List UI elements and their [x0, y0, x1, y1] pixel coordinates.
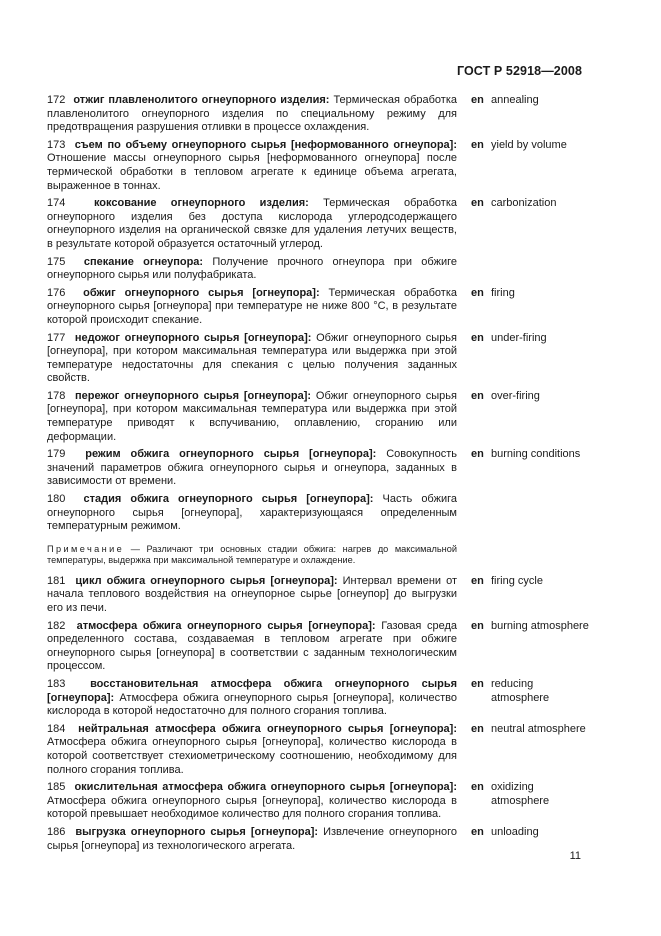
term-entry-175 — [47, 256, 593, 283]
english-equivalent: oxidizing atmosphere — [491, 781, 550, 807]
term-title: пережог огнеупорного сырья [огнеупора]: — [75, 389, 312, 402]
term-definition: Термическая обработка огнеупорного изделия без доступа кислорода углеродсодержащего огнеупорного изделия на органической связке для удаления летучих веществ, в результате которой образуется остаточный углерод. — [47, 197, 457, 250]
term-definition: Термическая обработка плавленолитого огнеупорного изделия по специальному режиму для предотвращения разрушения отливки в процессе охлаждения. — [47, 94, 457, 134]
language-code: en — [471, 825, 484, 838]
term-definition: Совокупность значений параметров обжига огнеупорного сырья и огнеупора, заданных в зависимости от времени. — [47, 448, 457, 488]
term-definition: Атмосфера обжига огнеупорного сырья [огнеупора], количество кислорода в которой превышает необходимое количество для полного сгорания топлива. — [47, 794, 457, 821]
term-title: недожог огнеупорного сырья [огнеупора]: — [74, 331, 312, 344]
english-equivalent: burning atmosphere — [491, 619, 589, 632]
term-definition: Обжиг огнеупорного сырья [огнеупора], при котором максимальная температура или выдержка при этой температуре недостаточны для спекания с целью получения заданных свойств. — [47, 331, 457, 385]
english-equivalent: reducing atmosphere — [491, 677, 550, 704]
term-definition: Термическая обработка огнеупорного сырья [огнеупора] при температуре не ниже 800 °C, в результате которой происходит спекание. — [47, 286, 458, 326]
term-number: 184 — [47, 722, 66, 735]
term-number: 177 — [47, 331, 66, 344]
language-code — [471, 493, 491, 534]
term-title: обжиг огнеупорного сырья [огнеупора]: — [83, 286, 320, 299]
term-title: окислительная атмосфера обжига огнеупорного сырья [огнеупора]: — [74, 781, 457, 794]
term-definition: Часть обжига огнеупорного сырья [огнеупора], характеризующаяся определенным температурным режимом. — [47, 493, 457, 533]
term-title: выгрузка огнеупорного сырья [огнеупора]: — [75, 825, 319, 838]
english-equivalent: firing — [491, 286, 515, 299]
term-definition: Отношение массы огнеупорного сырья [неформованного огнеупора] после термической обработки в тепловом агрегате к единице объема агрегата, выраженное в тоннах. — [47, 152, 457, 192]
term-title: цикл обжига огнеупорного сырья [огнеупора]: — [75, 574, 338, 587]
standard-header: ГОСТ Р 52918—2008 — [456, 64, 582, 78]
term-entry-179 — [47, 448, 593, 489]
term-title: режим обжига огнеупорного сырья [огнеупора]: — [85, 448, 377, 461]
english-equivalent: neutral atmosphere — [491, 722, 586, 735]
term-entry-180 — [47, 493, 593, 534]
language-code: en — [471, 138, 484, 151]
term-entry-182 — [47, 620, 593, 674]
term-title: стадия обжига огнеупорного сырья [огнеупора]: — [83, 493, 374, 506]
language-code: en — [471, 574, 484, 587]
language-code: en — [471, 331, 484, 344]
term-definition: Интервал времени от начала теплового воздействия на огнеупорное сырье [огнеупор] до выгрузки его из печи. — [47, 574, 457, 614]
language-code: en — [471, 197, 484, 210]
term-number: 185 — [47, 781, 66, 794]
note — [47, 544, 457, 567]
language-code: en — [471, 286, 484, 299]
english-equivalent — [491, 493, 591, 534]
english-equivalent: under-firing — [491, 331, 547, 344]
page-number: 11 — [569, 850, 581, 862]
language-code: en — [471, 94, 484, 106]
term-number: 175 — [47, 255, 66, 268]
term-definition: Атмосфера обжига огнеупорного сырья [огнеупора], количество кислорода в которой соответствует стехиометрическому соотношению, необходимому для полного сгорания топлива. — [47, 736, 457, 776]
term-entry-181 — [47, 575, 593, 616]
language-code: en — [471, 448, 484, 461]
term-title: съем по объему огнеупорного сырья [неформованного огнеупора]: — [74, 138, 457, 151]
term-definition: Извлечение огнеупорного сырья [огнеупора] из технологического агрегата. — [47, 825, 457, 852]
english-equivalent: firing cycle — [491, 574, 543, 587]
note-label: Примечание — [47, 543, 125, 554]
term-entry-178 — [47, 390, 593, 444]
term-number: 183 — [47, 677, 66, 690]
term-entry-173 — [47, 139, 593, 193]
term-number: 186 — [47, 825, 66, 838]
term-number: 178 — [47, 389, 66, 402]
term-title: восстановительная атмосфера обжига огнеупорного сырья [огнеупора]: — [47, 677, 457, 704]
term-number: 181 — [47, 574, 66, 587]
term-entry-185 — [47, 781, 593, 822]
term-entry-176 — [47, 287, 593, 328]
english-equivalent: carbonization — [491, 197, 557, 210]
term-entry-172 — [47, 94, 593, 135]
term-definition: Газовая среда определенного состава, создаваемая в тепловом агрегате при обжиге огнеупорного сырья [огнеупора] в соответствии с заданным технологическим процессом. — [47, 619, 457, 673]
note-text: — Различают три основных стадии обжига: нагрев до максимальной температуры, выдержка при максимальной температуре и охлаждение. — [47, 543, 457, 566]
term-definition: Обжиг огнеупорного сырья [огнеупора], при котором максимальная температура или выдержка при этой температуре приводят к вспучиванию, оплавлению, сгоранию или деформации. — [47, 389, 457, 443]
term-number: 173 — [47, 138, 66, 151]
term-entry-183 — [47, 678, 593, 719]
term-number: 174 — [47, 197, 66, 210]
term-number: 176 — [47, 286, 66, 299]
term-number: 182 — [47, 619, 66, 632]
term-title: коксование огнеупорного изделия: — [93, 197, 309, 210]
english-equivalent: annealing — [491, 94, 539, 106]
english-equivalent — [491, 256, 591, 283]
term-title: нейтральная атмосфера обжига огнеупорного сырья [огнеупора]: — [78, 722, 457, 735]
term-title: атмосфера обжига огнеупорного сырья [огнеупора]: — [76, 619, 376, 632]
language-code: en — [471, 781, 484, 794]
term-title: отжиг плавленолитого огнеупорного изделия: — [73, 94, 330, 106]
term-definition: Атмосфера обжига огнеупорного сырья [огнеупора], количество кислорода в которой недостаточно для полного сгорания топлива. — [47, 691, 457, 718]
term-number: 179 — [47, 448, 66, 461]
term-number: 180 — [47, 493, 66, 506]
term-list — [47, 94, 593, 857]
term-entry-186 — [47, 826, 593, 853]
english-equivalent: over-firing — [491, 389, 540, 402]
term-number: 172 — [47, 94, 66, 106]
language-code — [471, 256, 491, 283]
english-equivalent: burning conditions — [491, 448, 581, 461]
english-equivalent: unloading — [491, 825, 539, 838]
term-entry-174 — [47, 197, 593, 251]
term-entry-184 — [47, 723, 593, 777]
term-title: спекание огнеупора: — [83, 255, 204, 268]
language-code: en — [471, 619, 484, 632]
term-entry-177 — [47, 332, 593, 386]
english-equivalent: yield by volume — [491, 138, 567, 151]
term-definition: Получение прочного огнеупора при обжиге огнеупорного сырья или полуфабриката. — [47, 255, 457, 282]
language-code: en — [471, 722, 484, 735]
language-code: en — [471, 389, 484, 402]
language-code: en — [471, 677, 484, 690]
